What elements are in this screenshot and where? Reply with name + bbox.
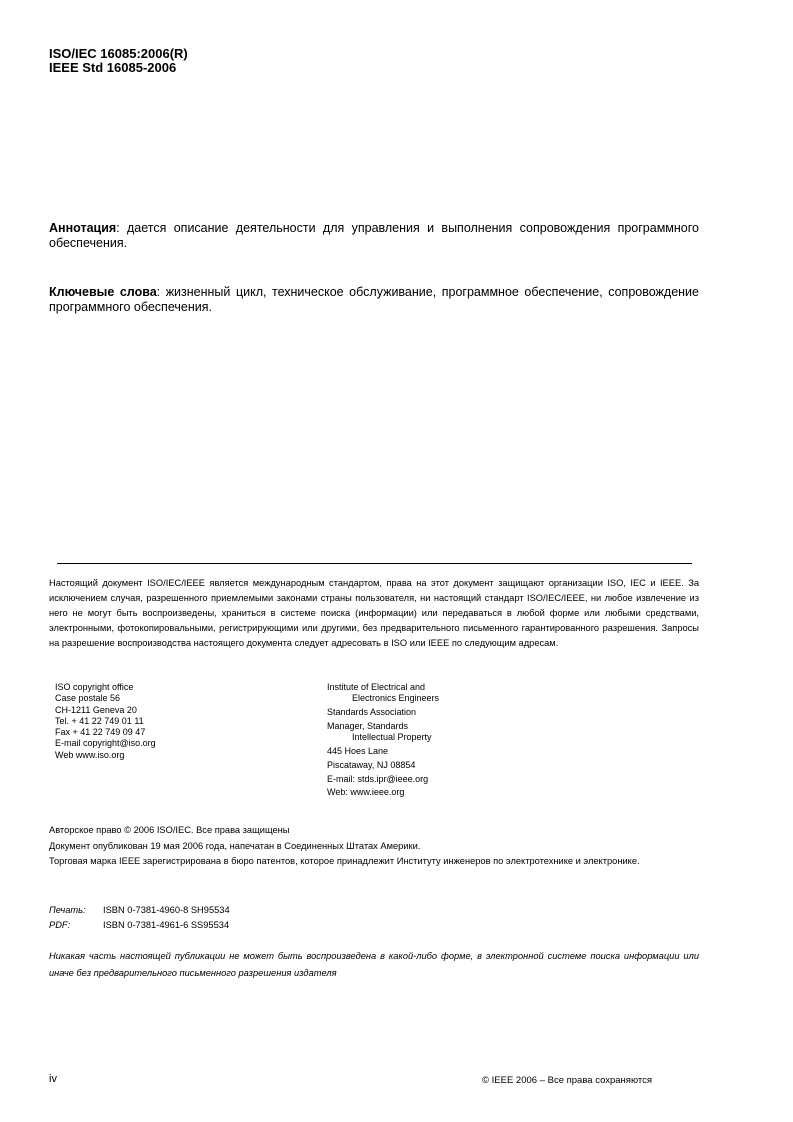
publication-info: [49, 823, 699, 870]
keywords-label: Ключевые слова: [49, 285, 157, 299]
document-header: [49, 47, 188, 75]
isbn-print-value: ISBN 0-7381-4960-8 SH95534: [103, 905, 230, 915]
keywords-paragraph: [49, 285, 699, 315]
isbn-pdf-value: ISBN 0-7381-4961-6 SS95534: [103, 919, 230, 930]
standard-number-ieee: IEEE Std 16085-2006: [49, 60, 177, 75]
ieee-street: 445 Hoes Lane: [327, 745, 389, 756]
iso-address-line: E-mail copyright@iso.org: [55, 738, 156, 749]
publication-date-line: Документ опубликован 19 мая 2006 года, напечатан в Соединенных Штатах Америки.: [49, 840, 421, 851]
iso-address-block: [55, 682, 156, 761]
iso-address-line: Case postale 56: [55, 693, 121, 704]
ieee-org-line: Electronics Engineers: [352, 693, 440, 704]
isbn-print: [49, 903, 230, 918]
isbn-pdf-label: PDF:: [49, 919, 71, 930]
ieee-address-block: [327, 682, 439, 799]
footer-copyright: © IEEE 2006 – Все права сохраняются: [482, 1075, 653, 1086]
keywords-text: : жизненный цикл, техническое обслуживание, программное обеспечение, сопровождение программного обеспечения.: [49, 285, 699, 314]
abstract-text: : дается описание деятельности для управления и выполнения сопровождения программного обеспечения.: [49, 221, 699, 250]
ieee-web: Web: www.ieee.org: [327, 787, 405, 798]
isbn-pdf: [49, 918, 230, 933]
abstract-paragraph: [49, 221, 699, 251]
iso-address-line: Fax + 41 22 749 09 47: [55, 727, 146, 738]
ieee-association: Standards Association: [327, 707, 417, 718]
abstract-label: Аннотация: [49, 221, 117, 235]
divider-line: [57, 563, 692, 564]
reproduction-notice: Никакая часть настоящей публикации не может быть воспроизведена в какой-либо форме, в электронной системе поиска информации или иначе без предварительного письменного разрешения издателя: [49, 951, 699, 978]
iso-address-line: Tel. + 41 22 749 01 11: [55, 715, 144, 726]
trademark-line: Торговая марка IEEE зарегистрирована в бюро патентов, которое принадлежит Институту инженеров по электротехнике и электронике.: [49, 856, 640, 866]
isbn-print-label: Печать:: [49, 905, 86, 915]
copyright-line: Авторское право © 2006 ISO/IEC. Все права защищены: [49, 825, 290, 835]
isbn-block: [49, 903, 230, 932]
iso-address-line: ISO copyright office: [55, 682, 134, 692]
iso-address-line: CH-1211 Geneva 20: [55, 704, 137, 715]
standard-number-iso: ISO/IEC 16085:2006(R): [49, 46, 188, 61]
iso-address-line: Web www.iso.org: [55, 749, 125, 760]
page-number: iv: [49, 1073, 57, 1085]
ieee-city: Piscataway, NJ 08854: [327, 759, 416, 770]
ieee-manager-line: Manager, Standards: [327, 720, 409, 731]
ieee-manager-line: Intellectual Property: [352, 732, 432, 743]
copyright-notice: Настоящий документ ISO/IEC/IEEE является международным стандартом, права на этот документ защищают организации ISO, IEC и IEEE. За исключением случая, разрешенного приемлемыми законами страны пользователя, ни настоящий стандарт ISO/IEC/IEEE, ни любое извлечение из него не могут быть воспроизведены, храниться в системе поиска (информации) или передаваться в любой форме или любыми средствами, электронными, фотокопировальными, регистрирующими или другими, без предварительного письменного гарантированного разрешения. Запросы на разрешение воспроизводства настоящего документа следует адресовать в ISO или IEEE по следующим адресам.: [49, 578, 699, 648]
ieee-org-line: Institute of Electrical and: [327, 682, 426, 692]
ieee-email: E-mail: stds.ipr@ieee.org: [327, 773, 429, 784]
